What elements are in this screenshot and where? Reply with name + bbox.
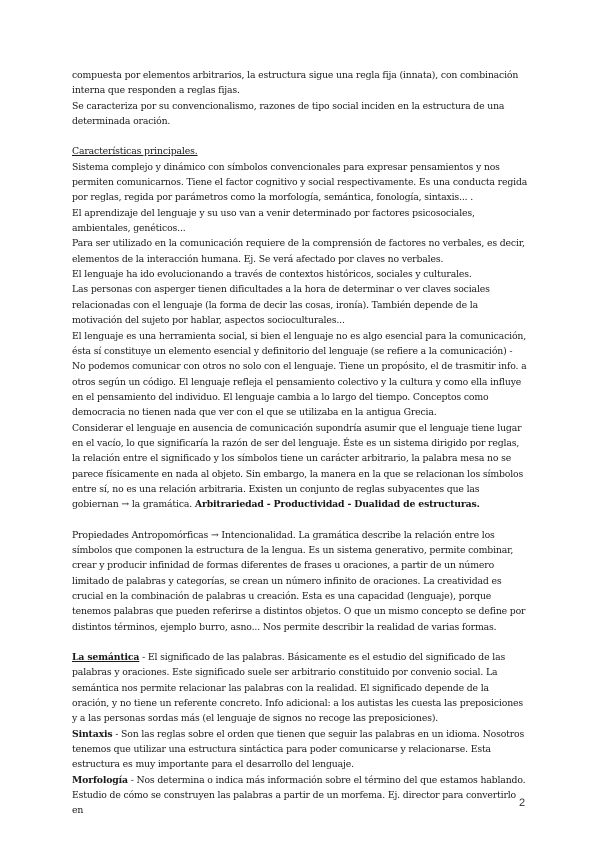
- key-properties: Arbitrariedad - Productividad - Dualidad de estructuras.: [194, 499, 480, 511]
- syntax-text: - Son las reglas sobre el orden que tienen que seguir las palabras en un idioma. Nosotros tenemos que utilizar una estructura sintáctica para poder comunicarse y relacionarse. Esta estructura es muy importante para el desarrollo del lenguaje.: [72, 728, 525, 771]
- semantics-text: - El significado de las palabras. Básicamente es el estudio del significado de las palabras y oraciones. Este significado suele ser arbitrario constituido por convenio social. La semántica nos permite relacionar las palabras con la realidad. El significado depende de la oración, y no tiene un referente concreto. Info adicional: a los autistas les cuesta las preposiciones y a las personas sordas más (el lenguaje de signos no recoge las preposiciones).: [72, 652, 524, 725]
- syntax-paragraph: [72, 727, 528, 773]
- body-paragraph: Sistema complejo y dinámico con símbolos convencionales para expresar pensamientos y nos permiten comunicarnos. Tiene el factor cognitivo y social respectivamente. Es una conducta regida por reglas, regida por parámetros como la morfología, semántica, fonología, sintaxis... .: [72, 161, 528, 204]
- section-spacer: [72, 129, 528, 144]
- body-paragraph: Las personas con asperger tienen dificultades a la hora de determinar o ver claves sociales relacionadas con el lenguaje (la forma de decir las cosas, ironía). También depende de la motivación del sujeto por hablar, aspectos socioculturales...: [72, 284, 490, 327]
- body-text: Considerar el lenguaje en ausencia de comunicación supondría asumir que el lenguaje tiene lugar en el vacío, lo que significaría la razón de ser del lenguaje. Éste es un sistema dirigido por reglas, la relación entre el significado y los símbolos tiene un carácter arbitrario, la palabra mesa no se parece físicamente en nada al objeto. Sin embargo, la manera en la que se relacionan los símbolos entre sí, no es una relación arbitraria. Existen un conjunto de reglas subyacentes que las gobiernan → la gramática.: [72, 422, 524, 511]
- body-paragraph: El lenguaje ha ido evolucionando a través de contextos históricos, sociales y culturales.: [72, 269, 472, 281]
- term-syntax: Sintaxis: [72, 728, 113, 740]
- body-paragraph: El lenguaje es una herramienta social, si bien el lenguaje no es algo esencial para la comunicación, ésta sí constituye un elemento esencial y definitorio del lenguaje (se refiere a la comunicación) - No podemos comunicar con otros no solo con el lenguaje. Tiene un propósito, el de trasmitir info. a otros según un código. El lenguaje refleja el pensamiento colectivo y la cultura y como ella influye en el pensamiento del individuo. El lenguaje cambia a lo largo del tiempo. Conceptos como democracia no tienen nada que ver con el que se utilizaba en la antigua Grecia.: [72, 330, 527, 419]
- section-spacer: [72, 635, 528, 650]
- term-semantics: La semántica: [72, 652, 140, 664]
- semantics-paragraph: [72, 650, 528, 727]
- section-spacer: [72, 513, 528, 528]
- intro-paragraph: Se caracteriza por su convencionalismo, razones de tipo social inciden en la estructura de una determinada oración.: [72, 100, 505, 128]
- morphology-paragraph: [72, 773, 528, 819]
- term-morphology: Morfología: [72, 774, 128, 786]
- page-number: 2: [519, 797, 526, 809]
- body-paragraph: Para ser utilizado en la comunicación requiere de la comprensión de factores no verbales, es decir, elementos de la interacción humana. Ej. Se verá afectado por claves no verbales.: [72, 238, 525, 265]
- body-paragraph: [72, 421, 528, 513]
- properties-paragraph: Propiedades Antropomórficas → Intencionalidad. La gramática describe la relación entre los símbolos que componen la estructura de la lengua. Es un sistema generativo, permite combinar, crear y producir infinidad de formas diferentes de frases u oraciones, a partir de un número limitado de palabras y categorías, se crean un número infinito de oraciones. La creatividad es crucial en la combinación de palabras u creación. Esta es una capacidad (lenguaje), porque tenemos palabras que pueden referirse a distintos objetos. O que un mismo concepto se define por distintos términos, ejemplo burro, asno... Nos permite describir la realidad de varias formas.: [72, 529, 526, 633]
- body-paragraph: El aprendizaje del lenguaje y su uso van a venir determinado por factores psicosociales, ambientales, genéticos...: [72, 207, 475, 235]
- section-heading: Características principales.: [72, 146, 198, 158]
- intro-paragraph: compuesta por elementos arbitrarios, la estructura sigue una regla fija (innata), con combinación interna que responden a reglas fijas.: [72, 70, 519, 97]
- morphology-text: - Nos determina o indica más información sobre el término del que estamos hablando. Estudio de cómo se construyen las palabras a partir de un morfema. Ej. director para convertirlo en: [72, 774, 526, 817]
- page-body: [72, 68, 528, 819]
